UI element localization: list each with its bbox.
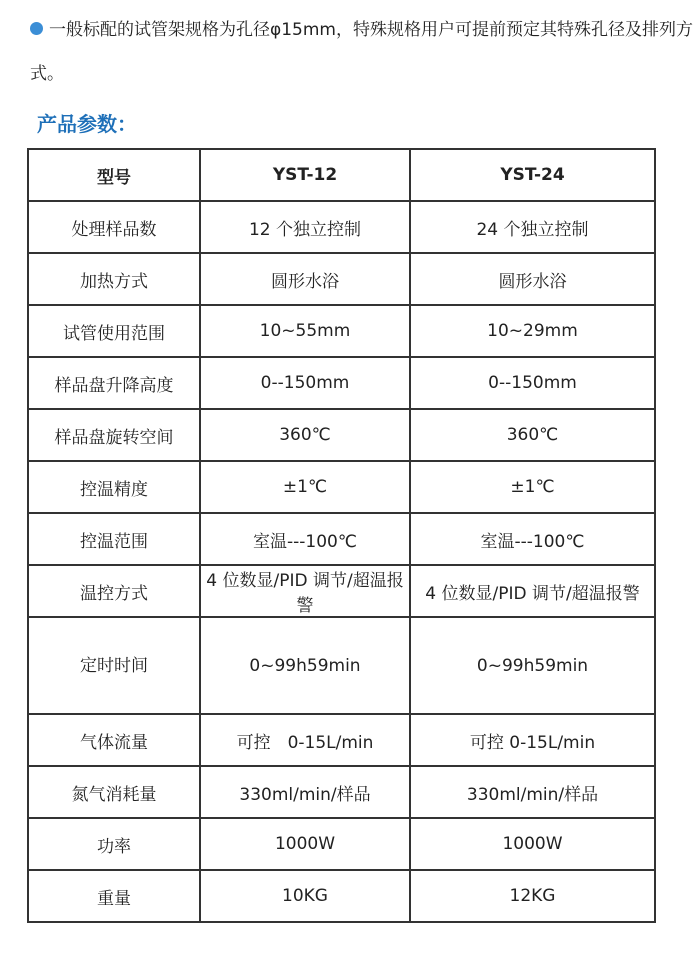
table-row: [28, 201, 655, 253]
table-cell: 定时时间: [28, 617, 200, 714]
table-row: [28, 714, 655, 766]
table-row: [28, 305, 655, 357]
intro-paragraph: [30, 8, 696, 96]
table-cell: 室温---100℃: [410, 513, 655, 565]
bullet-dot-icon: [30, 22, 43, 35]
table-header-cell: 型号: [28, 149, 200, 201]
intro-text: 一般标配的试管架规格为孔径φ15mm，特殊规格用户可提前预定其特殊孔径及排列方式。: [30, 20, 693, 84]
table-header-cell: YST-24: [410, 149, 655, 201]
table-cell: 10~29mm: [410, 305, 655, 357]
table-cell: 330ml/min/样品: [410, 766, 655, 818]
table-row: [28, 818, 655, 870]
table-cell: 控温精度: [28, 461, 200, 513]
spec-table: [27, 148, 656, 923]
table-cell: 功率: [28, 818, 200, 870]
table-header-row: [28, 149, 655, 201]
table-cell: 氮气消耗量: [28, 766, 200, 818]
table-row: [28, 461, 655, 513]
table-cell: 330ml/min/样品: [200, 766, 410, 818]
table-cell: 10~55mm: [200, 305, 410, 357]
table-cell: 样品盘升降高度: [28, 357, 200, 409]
table-cell: 0~99h59min: [410, 617, 655, 714]
table-cell: 气体流量: [28, 714, 200, 766]
table-cell: 可控 0-15L/min: [200, 714, 410, 766]
table-cell: 4 位数显/PID 调节/超温报警: [410, 565, 655, 617]
table-cell: 圆形水浴: [410, 253, 655, 305]
table-cell: 360℃: [200, 409, 410, 461]
table-row: [28, 253, 655, 305]
table-cell: 温控方式: [28, 565, 200, 617]
table-cell: 处理样品数: [28, 201, 200, 253]
table-cell: 0--150mm: [410, 357, 655, 409]
table-cell: 1000W: [200, 818, 410, 870]
table-cell: 控温范围: [28, 513, 200, 565]
table-cell: 12 个独立控制: [200, 201, 410, 253]
table-header-cell: YST-12: [200, 149, 410, 201]
table-row: [28, 565, 655, 617]
table-cell: 0~99h59min: [200, 617, 410, 714]
table-row: [28, 357, 655, 409]
table-cell: 室温---100℃: [200, 513, 410, 565]
table-cell: ±1℃: [200, 461, 410, 513]
table-cell: 可控 0-15L/min: [410, 714, 655, 766]
table-cell: 10KG: [200, 870, 410, 922]
table-row: [28, 409, 655, 461]
table-row: [28, 870, 655, 922]
table-row: [28, 513, 655, 565]
table-cell: 12KG: [410, 870, 655, 922]
table-row: [28, 617, 655, 714]
table-cell: 360℃: [410, 409, 655, 461]
table-cell: 试管使用范围: [28, 305, 200, 357]
table-row: [28, 766, 655, 818]
table-cell: 4 位数显/PID 调节/超温报警: [200, 565, 410, 617]
table-cell: 1000W: [410, 818, 655, 870]
table-cell: ±1℃: [410, 461, 655, 513]
table-cell: 圆形水浴: [200, 253, 410, 305]
table-cell: 重量: [28, 870, 200, 922]
table-cell: 0--150mm: [200, 357, 410, 409]
table-cell: 加热方式: [28, 253, 200, 305]
table-cell: 样品盘旋转空间: [28, 409, 200, 461]
section-title: 产品参数：: [37, 112, 137, 136]
table-cell: 24 个独立控制: [410, 201, 655, 253]
